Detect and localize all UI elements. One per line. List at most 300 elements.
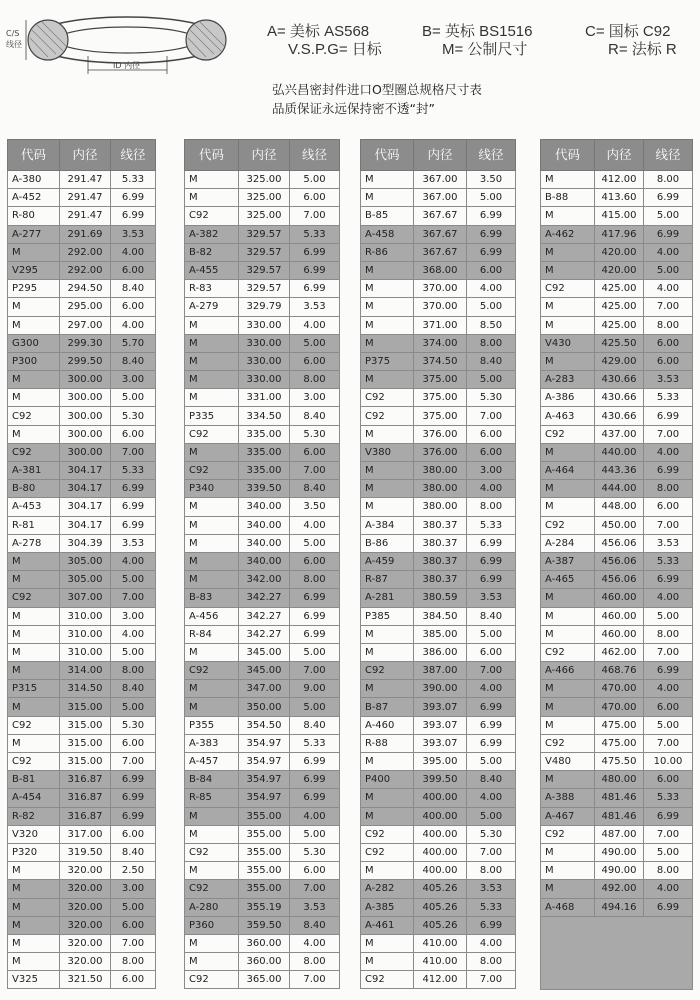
cross-section-cell: 9.00	[290, 680, 340, 698]
code-cell: R-81	[8, 516, 60, 534]
code-cell: A-454	[8, 789, 60, 807]
code-cell: A-277	[8, 225, 60, 243]
code-cell: A-461	[361, 916, 414, 934]
inner-diameter-cell: 367.00	[414, 189, 467, 207]
code-cell: M	[361, 862, 414, 880]
cross-section-cell: 6.99	[644, 225, 693, 243]
code-cell: A-460	[361, 716, 414, 734]
header-code: 代码	[185, 140, 239, 171]
cross-section-cell: 7.00	[644, 734, 693, 752]
cross-section-cell: 3.00	[111, 607, 156, 625]
table-row	[361, 789, 516, 807]
cross-section-cell: 5.33	[467, 516, 516, 534]
inner-diameter-cell: 315.00	[60, 698, 111, 716]
table-row	[541, 498, 693, 516]
cross-section-cell: 5.00	[467, 625, 516, 643]
table-row	[361, 880, 516, 898]
cross-section-cell: 6.99	[644, 407, 693, 425]
code-cell: M	[361, 371, 414, 389]
code-cell: M	[185, 571, 239, 589]
code-cell: M	[361, 789, 414, 807]
code-cell: A-456	[185, 607, 239, 625]
inner-diameter-cell: 304.17	[60, 516, 111, 534]
table-row	[185, 662, 340, 680]
inner-diameter-cell: 317.00	[60, 825, 111, 843]
code-cell: P335	[185, 407, 239, 425]
code-cell: C92	[541, 734, 595, 752]
code-cell: P300	[8, 352, 60, 370]
code-cell: C92	[541, 516, 595, 534]
code-cell: G300	[8, 334, 60, 352]
cs-label-cn: 线径	[6, 40, 22, 49]
cross-section-cell: 8.00	[111, 662, 156, 680]
inner-diameter-cell: 380.00	[414, 480, 467, 498]
code-cell: M	[185, 316, 239, 334]
cross-section-cell: 6.99	[644, 807, 693, 825]
table-row	[8, 225, 156, 243]
cs-label: C/S	[6, 29, 20, 38]
inner-diameter-cell: 310.00	[60, 625, 111, 643]
code-cell: B-80	[8, 480, 60, 498]
inner-diameter-cell: 460.00	[595, 625, 644, 643]
cross-section-cell: 5.33	[290, 225, 340, 243]
table-row	[8, 334, 156, 352]
code-cell: A-381	[8, 462, 60, 480]
code-cell: A-388	[541, 789, 595, 807]
code-cell: C92	[185, 971, 239, 989]
code-cell: M	[541, 480, 595, 498]
inner-diameter-cell: 475.00	[595, 716, 644, 734]
inner-diameter-cell: 295.00	[60, 298, 111, 316]
inner-diameter-cell: 347.00	[239, 680, 290, 698]
code-cell: M	[541, 862, 595, 880]
table-row	[185, 425, 340, 443]
code-cell: A-380	[8, 171, 60, 189]
inner-diameter-cell: 420.00	[595, 261, 644, 279]
table-row	[541, 261, 693, 279]
code-cell: M	[361, 425, 414, 443]
code-cell: M	[8, 425, 60, 443]
table-row	[361, 371, 516, 389]
table-row	[361, 189, 516, 207]
code-cell: P295	[8, 280, 60, 298]
code-cell: B-88	[541, 189, 595, 207]
cross-section-cell: 6.99	[644, 189, 693, 207]
inner-diameter-cell: 342.27	[239, 607, 290, 625]
code-cell: C92	[361, 971, 414, 989]
inner-diameter-cell: 329.57	[239, 225, 290, 243]
inner-diameter-cell: 393.07	[414, 716, 467, 734]
o-ring-right-section	[186, 20, 226, 60]
table-row	[185, 389, 340, 407]
inner-diameter-cell: 367.00	[414, 171, 467, 189]
table-row	[361, 862, 516, 880]
inner-diameter-cell: 371.00	[414, 316, 467, 334]
inner-diameter-cell: 395.00	[414, 753, 467, 771]
inner-diameter-cell: 475.00	[595, 734, 644, 752]
cross-section-cell: 8.40	[111, 280, 156, 298]
table-row	[541, 807, 693, 825]
header-inner-diameter: 内径	[414, 140, 467, 171]
cross-section-cell: 6.00	[111, 971, 156, 989]
code-cell: B-87	[361, 698, 414, 716]
inner-diameter-cell: 329.57	[239, 243, 290, 261]
inner-diameter-cell: 430.66	[595, 389, 644, 407]
cross-section-cell: 7.00	[290, 971, 340, 989]
cross-section-cell: 5.00	[644, 207, 693, 225]
code-cell: M	[8, 389, 60, 407]
cross-section-cell: 5.30	[111, 407, 156, 425]
table-row	[8, 789, 156, 807]
table-row	[185, 371, 340, 389]
table-row	[361, 625, 516, 643]
cross-section-cell: 6.00	[111, 825, 156, 843]
inner-diameter-cell: 376.00	[414, 443, 467, 461]
code-cell: V295	[8, 261, 60, 279]
table-row	[8, 552, 156, 570]
inner-diameter-cell: 315.00	[60, 716, 111, 734]
cross-section-cell: 8.00	[467, 862, 516, 880]
table-row	[185, 807, 340, 825]
inner-diameter-cell: 400.00	[414, 807, 467, 825]
cross-section-cell: 8.00	[644, 316, 693, 334]
table-row	[541, 316, 693, 334]
cross-section-cell: 6.00	[290, 552, 340, 570]
code-cell: A-282	[361, 880, 414, 898]
cross-section-cell: 5.70	[111, 334, 156, 352]
cross-section-cell: 6.00	[111, 916, 156, 934]
code-cell: M	[361, 316, 414, 334]
code-cell: R-82	[8, 807, 60, 825]
inner-diameter-cell: 448.00	[595, 498, 644, 516]
inner-diameter-cell: 430.66	[595, 371, 644, 389]
cross-section-cell: 5.00	[467, 371, 516, 389]
code-cell: M	[185, 698, 239, 716]
cross-section-cell: 6.00	[290, 862, 340, 880]
code-cell: M	[185, 352, 239, 370]
inner-diameter-cell: 329.79	[239, 298, 290, 316]
cross-section-cell: 5.00	[644, 607, 693, 625]
standard-c: C= 国标 C92	[585, 23, 671, 40]
code-cell: A-465	[541, 571, 595, 589]
cross-section-cell: 6.99	[290, 261, 340, 279]
code-cell: C92	[185, 843, 239, 861]
code-cell: C92	[361, 662, 414, 680]
table-row	[541, 189, 693, 207]
cross-section-cell: 6.99	[644, 571, 693, 589]
table-row	[185, 880, 340, 898]
inner-diameter-cell: 307.00	[60, 589, 111, 607]
cross-section-cell: 3.53	[290, 898, 340, 916]
inner-diameter-cell: 345.00	[239, 662, 290, 680]
cross-section-cell: 7.00	[467, 971, 516, 989]
table-row	[541, 643, 693, 661]
cross-section-cell: 4.00	[644, 243, 693, 261]
code-cell: R-80	[8, 207, 60, 225]
standard-v: V.S.P.G= 日标	[288, 41, 382, 58]
size-table-3	[360, 139, 516, 989]
inner-diameter-cell: 374.50	[414, 352, 467, 370]
table-row	[541, 753, 693, 771]
inner-diameter-cell: 294.50	[60, 280, 111, 298]
cross-section-cell: 5.00	[644, 716, 693, 734]
code-cell: M	[8, 371, 60, 389]
cross-section-cell: 6.00	[644, 334, 693, 352]
inner-diameter-cell: 339.50	[239, 480, 290, 498]
table-row	[541, 352, 693, 370]
cross-section-cell: 5.00	[290, 171, 340, 189]
table-row	[185, 225, 340, 243]
standard-a: A= 美标 AS568	[267, 23, 370, 40]
table-row	[361, 571, 516, 589]
code-cell: V320	[8, 825, 60, 843]
cross-section-cell: 8.50	[467, 316, 516, 334]
cross-section-cell: 7.00	[644, 298, 693, 316]
inner-diameter-cell: 300.00	[60, 443, 111, 461]
code-cell: B-83	[185, 589, 239, 607]
code-cell: C92	[541, 643, 595, 661]
code-cell: M	[185, 443, 239, 461]
inner-diameter-cell: 444.00	[595, 480, 644, 498]
table-row	[361, 171, 516, 189]
inner-diameter-cell: 456.06	[595, 571, 644, 589]
table-row	[361, 552, 516, 570]
table-row	[185, 243, 340, 261]
cross-section-cell: 6.99	[467, 698, 516, 716]
code-cell: A-385	[361, 898, 414, 916]
table-row	[185, 734, 340, 752]
code-cell: A-464	[541, 462, 595, 480]
table-row	[361, 807, 516, 825]
inner-diameter-cell: 380.00	[414, 498, 467, 516]
code-cell: M	[185, 334, 239, 352]
inner-diameter-cell: 460.00	[595, 589, 644, 607]
cross-section-cell: 7.00	[111, 934, 156, 952]
cross-section-cell: 4.00	[644, 280, 693, 298]
cross-section-cell: 6.99	[467, 571, 516, 589]
code-cell: M	[361, 298, 414, 316]
table-header-row	[361, 140, 516, 171]
table-row	[185, 480, 340, 498]
table-row	[185, 862, 340, 880]
cross-section-cell: 3.00	[467, 462, 516, 480]
code-cell: A-462	[541, 225, 595, 243]
cross-section-cell: 2.50	[111, 862, 156, 880]
inner-diameter-cell: 354.97	[239, 771, 290, 789]
table-row	[541, 771, 693, 789]
cross-section-cell: 3.00	[111, 880, 156, 898]
table-row	[361, 243, 516, 261]
cross-section-cell: 6.99	[290, 607, 340, 625]
cross-section-cell: 5.00	[644, 261, 693, 279]
code-cell: C92	[185, 462, 239, 480]
code-cell: B-81	[8, 771, 60, 789]
table-row	[541, 589, 693, 607]
table-row	[8, 953, 156, 971]
inner-diameter-cell: 374.00	[414, 334, 467, 352]
inner-diameter-cell: 380.37	[414, 552, 467, 570]
cross-section-cell: 6.00	[111, 734, 156, 752]
table-row	[361, 425, 516, 443]
inner-diameter-cell: 340.00	[239, 498, 290, 516]
cross-section-cell: 6.00	[111, 425, 156, 443]
inner-diameter-cell: 335.00	[239, 443, 290, 461]
cross-section-cell: 8.40	[111, 352, 156, 370]
cross-section-cell: 7.00	[290, 207, 340, 225]
code-cell: A-459	[361, 552, 414, 570]
code-cell: P315	[8, 680, 60, 698]
inner-diameter-cell: 314.00	[60, 662, 111, 680]
cross-section-cell: 5.33	[644, 552, 693, 570]
code-cell: M	[541, 843, 595, 861]
cross-section-cell: 5.00	[467, 753, 516, 771]
cross-section-cell: 8.00	[644, 862, 693, 880]
cross-section-cell: 7.00	[644, 516, 693, 534]
table-row	[185, 207, 340, 225]
inner-diameter-cell: 299.30	[60, 334, 111, 352]
table-row	[361, 753, 516, 771]
inner-diameter-cell: 410.00	[414, 934, 467, 952]
inner-diameter-cell: 310.00	[60, 607, 111, 625]
cross-section-cell: 4.00	[467, 789, 516, 807]
table-row	[541, 280, 693, 298]
table-row	[8, 280, 156, 298]
code-cell: R-88	[361, 734, 414, 752]
code-cell: M	[8, 953, 60, 971]
table-row	[185, 189, 340, 207]
cross-section-cell: 4.00	[467, 680, 516, 698]
inner-diameter-cell: 429.00	[595, 352, 644, 370]
inner-diameter-cell: 399.50	[414, 771, 467, 789]
inner-diameter-cell: 355.00	[239, 807, 290, 825]
table-row	[361, 352, 516, 370]
cross-section-cell: 6.99	[467, 243, 516, 261]
cross-section-cell: 6.99	[467, 716, 516, 734]
table-row	[541, 534, 693, 552]
code-cell: A-468	[541, 898, 595, 916]
cross-section-cell: 6.99	[290, 280, 340, 298]
table-row	[185, 407, 340, 425]
inner-diameter-cell: 413.60	[595, 189, 644, 207]
code-cell: A-458	[361, 225, 414, 243]
code-cell: M	[185, 953, 239, 971]
cross-section-cell: 6.99	[290, 789, 340, 807]
table-row	[185, 334, 340, 352]
inner-diameter-cell: 329.57	[239, 261, 290, 279]
table-row	[8, 425, 156, 443]
cross-section-cell: 3.00	[111, 371, 156, 389]
cross-section-cell: 7.00	[467, 662, 516, 680]
table-row	[541, 516, 693, 534]
cross-section-cell: 5.30	[111, 716, 156, 734]
inner-diameter-cell: 340.00	[239, 552, 290, 570]
cross-section-cell: 5.00	[290, 534, 340, 552]
inner-diameter-cell: 329.57	[239, 280, 290, 298]
table-row	[8, 298, 156, 316]
table-row	[8, 643, 156, 661]
code-cell: C92	[541, 280, 595, 298]
inner-diameter-cell: 330.00	[239, 371, 290, 389]
inner-diameter-cell: 354.97	[239, 753, 290, 771]
code-cell: A-467	[541, 807, 595, 825]
table-row	[185, 498, 340, 516]
code-cell: M	[541, 498, 595, 516]
inner-diameter-cell: 300.00	[60, 371, 111, 389]
cross-section-cell: 5.00	[467, 298, 516, 316]
inner-diameter-cell: 368.00	[414, 261, 467, 279]
code-cell: B-85	[361, 207, 414, 225]
inner-diameter-cell: 470.00	[595, 698, 644, 716]
inner-diameter-cell: 375.00	[414, 389, 467, 407]
cross-section-cell: 8.40	[290, 916, 340, 934]
inner-diameter-cell: 375.00	[414, 407, 467, 425]
code-cell: M	[185, 934, 239, 952]
code-cell: M	[541, 443, 595, 461]
code-cell: M	[8, 662, 60, 680]
cross-section-cell: 6.99	[644, 462, 693, 480]
cross-section-cell: 7.00	[290, 880, 340, 898]
code-cell: M	[8, 298, 60, 316]
inner-diameter-cell: 319.50	[60, 843, 111, 861]
inner-diameter-cell: 335.00	[239, 462, 290, 480]
table-row	[361, 534, 516, 552]
table-row	[361, 261, 516, 279]
inner-diameter-cell: 316.87	[60, 807, 111, 825]
inner-diameter-cell: 468.76	[595, 662, 644, 680]
table-row	[185, 462, 340, 480]
inner-diameter-cell: 355.00	[239, 843, 290, 861]
inner-diameter-cell: 393.07	[414, 698, 467, 716]
cross-section-cell: 6.00	[290, 352, 340, 370]
inner-diameter-cell: 400.00	[414, 789, 467, 807]
cross-section-cell: 7.00	[111, 753, 156, 771]
code-cell: M	[361, 171, 414, 189]
code-cell: M	[185, 189, 239, 207]
table-row	[8, 971, 156, 989]
code-cell: B-84	[185, 771, 239, 789]
inner-diameter-cell: 355.00	[239, 880, 290, 898]
table-row	[361, 298, 516, 316]
table-row	[8, 498, 156, 516]
cross-section-cell: 7.00	[111, 589, 156, 607]
inner-diameter-cell: 450.00	[595, 516, 644, 534]
inner-diameter-cell: 494.16	[595, 898, 644, 916]
inner-diameter-cell: 492.00	[595, 880, 644, 898]
o-ring-left-section	[28, 20, 68, 60]
table-row	[361, 934, 516, 952]
standard-b: B= 英标 BS1516	[422, 23, 533, 40]
cross-section-cell: 6.00	[644, 698, 693, 716]
table-row	[541, 898, 693, 916]
table-row	[541, 480, 693, 498]
table-row	[8, 352, 156, 370]
cross-section-cell: 8.40	[111, 680, 156, 698]
table-row	[8, 243, 156, 261]
table-header-row	[8, 140, 156, 171]
header-cross-section: 线径	[467, 140, 516, 171]
cross-section-cell: 5.00	[290, 698, 340, 716]
code-cell: P340	[185, 480, 239, 498]
cross-section-cell: 4.00	[644, 880, 693, 898]
cross-section-cell: 8.40	[467, 352, 516, 370]
inner-diameter-cell: 380.37	[414, 516, 467, 534]
cross-section-cell: 5.33	[111, 171, 156, 189]
table-row	[185, 443, 340, 461]
table-row	[361, 898, 516, 916]
table-row	[8, 862, 156, 880]
inner-diameter-cell: 314.50	[60, 680, 111, 698]
table-row	[8, 698, 156, 716]
